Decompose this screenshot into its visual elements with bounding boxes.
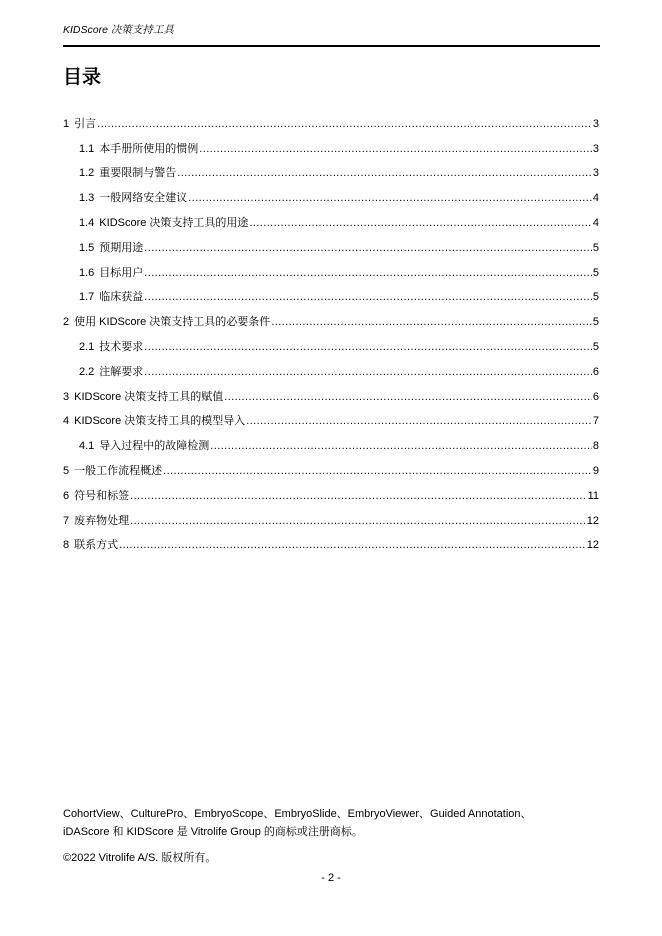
toc-entry-number: 1.6 bbox=[79, 266, 95, 279]
toc-entry[interactable] bbox=[63, 354, 599, 379]
toc-entry-page: 4 bbox=[592, 216, 599, 229]
toc-entry-title: KIDScore 决策支持工具的用途 bbox=[99, 216, 249, 229]
toc-leader-dots bbox=[144, 290, 592, 304]
toc-entry[interactable] bbox=[63, 280, 599, 305]
toc-entry[interactable] bbox=[63, 329, 599, 354]
toc-entry-page: 5 bbox=[592, 241, 599, 254]
toc-entry-title: 废弃物处理 bbox=[74, 514, 130, 527]
toc-entry-page: 3 bbox=[592, 117, 599, 130]
toc-entry-number: 6 bbox=[63, 489, 70, 502]
toc-entry[interactable] bbox=[63, 255, 599, 280]
toc-entry-number: 1.2 bbox=[79, 167, 95, 180]
toc-entry-number: 4.1 bbox=[79, 440, 95, 453]
toc-leader-dots bbox=[163, 464, 592, 478]
toc-entry[interactable] bbox=[63, 379, 599, 404]
toc-entry[interactable] bbox=[63, 404, 599, 429]
toc-entry[interactable] bbox=[63, 453, 599, 478]
toc-entry-page: 7 bbox=[592, 415, 599, 428]
copyright-notice: ©2022 Vitrolife A/S. 版权所有。 bbox=[63, 852, 217, 864]
toc-entry-number: 1 bbox=[63, 117, 70, 130]
toc-entry-title: 临床获益 bbox=[99, 291, 144, 304]
toc-entry-page: 12 bbox=[586, 514, 599, 527]
toc-entry[interactable] bbox=[63, 304, 599, 329]
toc-entry-title: 导入过程中的故障检测 bbox=[99, 440, 210, 453]
toc-entry-title: 本手册所使用的惯例 bbox=[99, 142, 199, 155]
toc-leader-dots bbox=[97, 117, 592, 131]
toc-leader-dots bbox=[246, 414, 592, 428]
toc-entry-page: 9 bbox=[592, 464, 599, 477]
toc-entry[interactable] bbox=[63, 180, 599, 205]
toc-entry-number: 8 bbox=[63, 539, 70, 552]
toc-entry[interactable] bbox=[63, 106, 599, 131]
toc-leader-dots bbox=[177, 166, 592, 180]
toc-leader-dots bbox=[210, 439, 592, 453]
toc-entry-page: 5 bbox=[592, 291, 599, 304]
toc-entry-page: 5 bbox=[592, 340, 599, 353]
toc-leader-dots bbox=[144, 241, 592, 255]
toc-entry-page: 8 bbox=[592, 440, 599, 453]
page-number: - 2 - bbox=[321, 872, 341, 884]
toc-leader-dots bbox=[144, 266, 592, 280]
toc-entry[interactable] bbox=[63, 478, 599, 503]
toc-entry-number: 4 bbox=[63, 415, 70, 428]
toc-entry-title: 预期用途 bbox=[99, 241, 144, 254]
toc-entry-page: 6 bbox=[592, 390, 599, 403]
toc-entry-title: 技术要求 bbox=[99, 340, 144, 353]
toc-entry-page: 5 bbox=[592, 266, 599, 279]
toc-entry[interactable] bbox=[63, 503, 599, 528]
toc-entry[interactable] bbox=[63, 205, 599, 230]
header-rule bbox=[63, 45, 600, 47]
toc-leader-dots bbox=[271, 315, 592, 329]
toc-leader-dots bbox=[130, 489, 586, 503]
toc-entry-title: KIDScore 决策支持工具的赋值 bbox=[74, 390, 224, 403]
toc-entry[interactable] bbox=[63, 528, 599, 553]
toc-entry-number: 1.5 bbox=[79, 241, 95, 254]
toc-entry-number: 2.1 bbox=[79, 340, 95, 353]
toc-entry-title: KIDScore 决策支持工具的模型导入 bbox=[74, 415, 246, 428]
toc-entry-title: 引言 bbox=[74, 117, 97, 130]
toc-entry-number: 3 bbox=[63, 390, 70, 403]
toc-entry[interactable] bbox=[63, 131, 599, 156]
toc-leader-dots bbox=[130, 514, 586, 528]
toc-entry-page: 6 bbox=[592, 365, 599, 378]
toc-leader-dots bbox=[188, 191, 592, 205]
toc-leader-dots bbox=[224, 390, 592, 404]
toc-entry-title: 重要限制与警告 bbox=[99, 167, 177, 180]
trademark-line-1: CohortView、CulturePro、EmbryoScope、EmbryoSlide、EmbryoViewer、Guided Annotation、 bbox=[63, 808, 532, 820]
toc-entry[interactable] bbox=[63, 428, 599, 453]
toc-entry-title: 一般工作流程概述 bbox=[74, 464, 163, 477]
toc-entry-page: 5 bbox=[592, 316, 599, 329]
toc-entry-title: 注解要求 bbox=[99, 365, 144, 378]
toc-entry-page: 12 bbox=[586, 539, 599, 552]
toc-entry-number: 1.1 bbox=[79, 142, 95, 155]
toc-entry-title: 符号和标签 bbox=[74, 489, 130, 502]
toc-entry-number: 1.3 bbox=[79, 192, 95, 205]
toc-leader-dots bbox=[249, 216, 591, 230]
toc-entry-number: 2 bbox=[63, 316, 70, 329]
toc-entry-number: 1.7 bbox=[79, 291, 95, 304]
toc-entry-page: 4 bbox=[592, 192, 599, 205]
toc-heading: 目录 bbox=[63, 66, 102, 88]
toc-leader-dots bbox=[119, 538, 586, 552]
toc-leader-dots bbox=[199, 142, 592, 156]
toc-entry[interactable] bbox=[63, 156, 599, 181]
toc-entry-title: 一般网络安全建议 bbox=[99, 192, 188, 205]
toc-entry-page: 11 bbox=[587, 489, 599, 502]
toc-entry-number: 1.4 bbox=[79, 216, 95, 229]
toc-entry-number: 5 bbox=[63, 464, 70, 477]
toc-entry-number: 2.2 bbox=[79, 365, 95, 378]
toc-entry-page: 3 bbox=[592, 142, 599, 155]
toc-leader-dots bbox=[144, 365, 592, 379]
toc-leader-dots bbox=[144, 340, 592, 354]
trademark-notice bbox=[63, 805, 603, 841]
toc-entry-title: 联系方式 bbox=[74, 539, 119, 552]
toc-entry-number: 7 bbox=[63, 514, 70, 527]
toc-entry-title: 使用 KIDScore 决策支持工具的必要条件 bbox=[74, 316, 271, 329]
running-header: KIDScore 决策支持工具 bbox=[63, 24, 174, 36]
toc-entry[interactable] bbox=[63, 230, 599, 255]
table-of-contents bbox=[63, 106, 599, 552]
toc-entry-page: 3 bbox=[592, 167, 599, 180]
trademark-line-2: iDAScore 和 KIDScore 是 Vitrolife Group 的商标或注册商标。 bbox=[63, 826, 363, 838]
toc-entry-title: 目标用户 bbox=[99, 266, 144, 279]
